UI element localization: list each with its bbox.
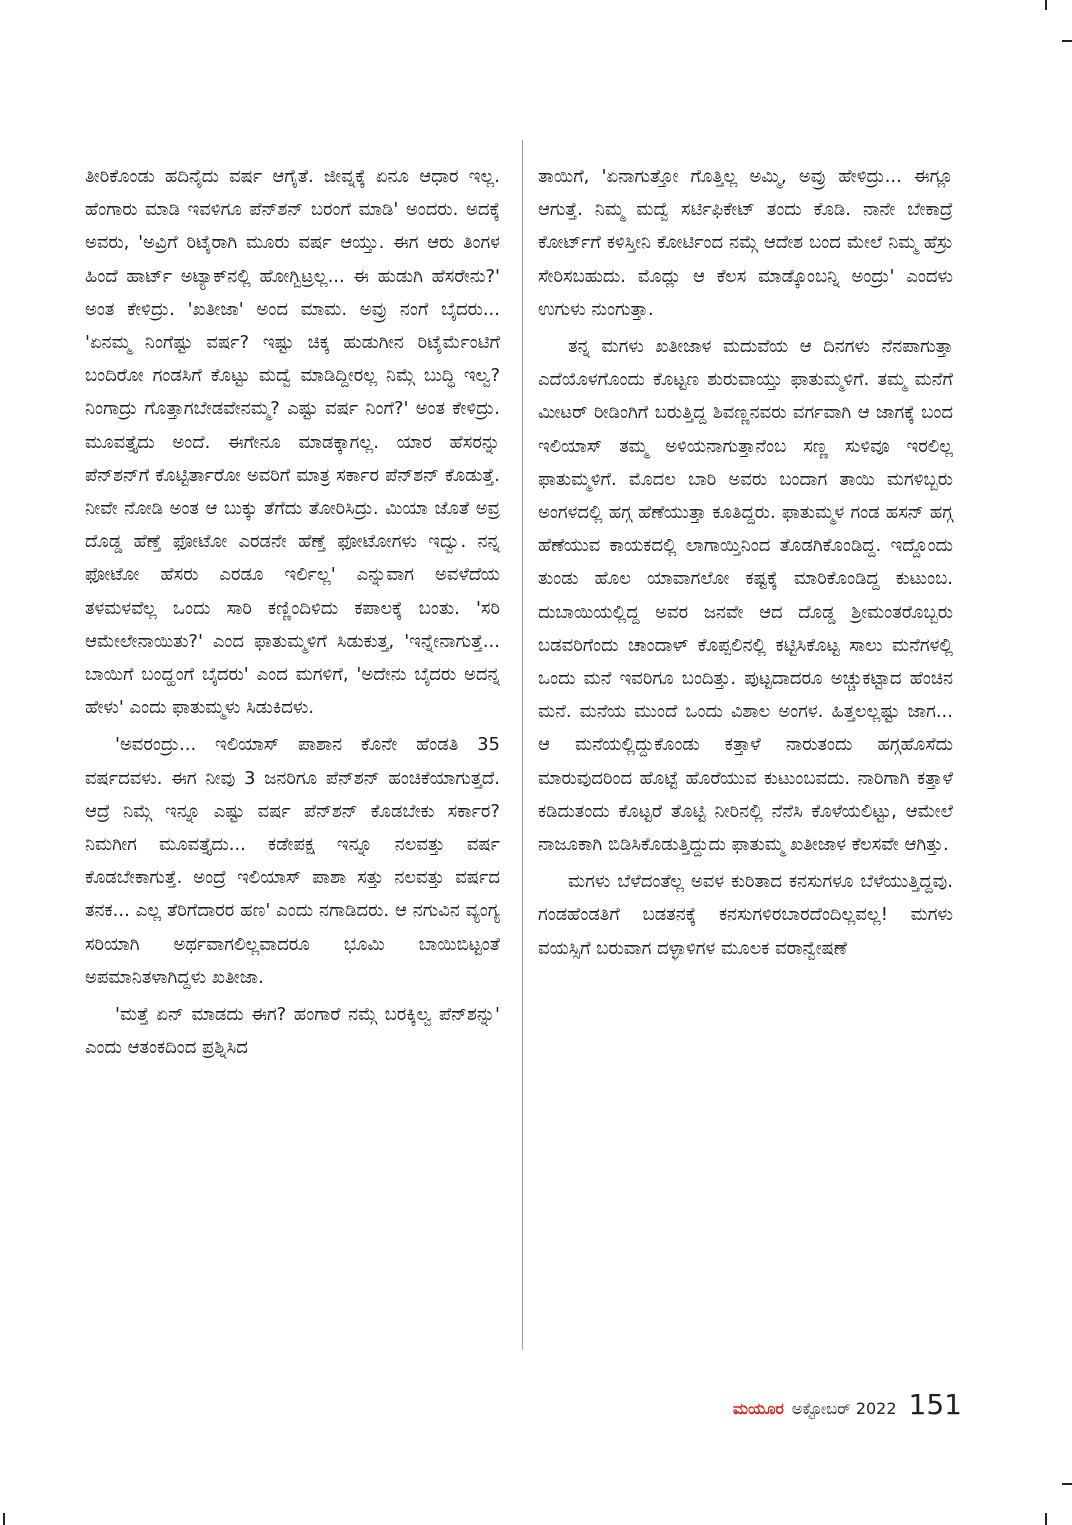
crop-mark-bottom-left: [3, 1513, 5, 1525]
left-paragraph-3: 'ಮತ್ತೆ ಏನ್ ಮಾಡದು ಈಗ? ಹಂಗಾರೆ ನಮ್ಗೆ ಬರಕ್ಕಿಲ್ವ ಪೆನ್‌ಶನ್ನು' ಎಂದು ಆತಂಕದಿಂದ ಪ್ರಶ್ನಿಸಿದ: [85, 1004, 500, 1059]
crop-mark-right-lower: [1062, 1483, 1072, 1485]
right-paragraph-1: ತಾಯಿಗೆ, 'ಏನಾಗುತ್ತೋ ಗೊತ್ತಿಲ್ಲ ಅಮ್ಮಿ, ಅವ್ರು ಹೇಳಿದ್ರು... ಈಗ್ಲೂ ಆಗುತ್ತೆ. ನಿಮ್ಮ ಮದ್ವೆ ಸರ್ಟಿಫಿಕೇಟ್ ತಂದು ಕೊಡಿ. ನಾನೇ ಬೇಕಾದ್ರೆ ಕೋರ್ಟ್‌ಗೆ ಕಳಿಸ್ತೀನಿ ಕೋರ್ಟಿಂದ ನಮ್ಗೆ ಆದೇಶ ಬಂದ ಮೇಲೆ ನಿಮ್ಮ ಹೆಸ್ರು ಸೇರಿಸಬಹುದು. ಮೊದ್ಲು ಆ ಕೆಲಸ ಮಾಡ್ಕೊಂಬನ್ನಿ ಅಂದ್ರು' ಎಂದಳು ಉಗುಳು ನುಂಗುತ್ತಾ.: [538, 166, 953, 320]
left-paragraph-1: ತೀರಿಕೊಂಡು ಹದಿನೈದು ವರ್ಷ ಆಗೈತೆ. ಜೀವ್ನಕ್ಕೆ ಏನೂ ಆಧಾರ ಇಲ್ಲ. ಹೆಂಗಾರು ಮಾಡಿ ಇವಳಿಗೂ ಪೆನ್‌ಶನ್ ಬರಂಗೆ ಮಾಡಿ' ಅಂದರು. ಅದಕ್ಕೆ ಅವರು, 'ಅವ್ರಿಗೆ ರಿಟೈರಾಗಿ ಮೂರು ವರ್ಷ ಆಯ್ತು. ಈಗ ಆರು ತಿಂಗಳ ಹಿಂದೆ ಹಾರ್ಟ್ ಅಟ್ಯಾಕ್‌ನಲ್ಲಿ ಹೋಗ್ಬಿಟ್ರಲ್ಲ... ಈ ಹುಡುಗಿ ಹೆಸರೇನು?' ಅಂತ ಕೇಳಿದ್ರು. 'ಖತೀಜಾ' ಅಂದ ಮಾಮ. ಅವ್ರು ನಂಗೆ ಬೈದರು... 'ಏನಮ್ಮ ನಿಂಗೆಷ್ಟು ವರ್ಷ? ಇಷ್ಟು ಚಿಕ್ಕ ಹುಡುಗೀನ ರಿಟೈರ್ಮೆಂಟಿಗೆ ಬಂದಿರೋ ಗಂಡಸಿಗೆ ಕೊಟ್ಟು ಮದ್ವೆ ಮಾಡಿದ್ದೀರಲ್ಲ ನಿಮ್ಗೆ ಬುದ್ಧಿ ಇಲ್ವ? ನಿಂಗಾದ್ರು ಗೊತ್ತಾಗಬೇಡವೇನಮ್ಮ? ಎಷ್ಟು ವರ್ಷ ನಿಂಗೆ?' ಅಂತ ಕೇಳಿದ್ರು. ಮೂವತ್ತೈದು ಅಂದೆ. ಈಗೇನೂ ಮಾಡಕ್ಕಾಗಲ್ಲ. ಯಾರ ಹೆಸರನ್ನು ಪೆನ್‌ಶನ್‌ಗೆ ಕೊಟ್ಟಿರ್ತಾರೋ ಅವರಿಗೆ ಮಾತ್ರ ಸರ್ಕಾರ ಪೆನ್‌ಶನ್ ಕೊಡುತ್ತೆ. ನೀವೇ ನೋಡಿ ಅಂತ ಆ ಬುಕ್ಕು ತೆಗೆದು ತೋರಿಸಿದ್ರು. ಮಿಯಾ ಜೊತೆ ಅವ್ರ ದೊಡ್ಡ ಹೆಣ್ತೆ ಫೋಟೋ ಎರಡನೇ ಹೆಣ್ತೆ ಫೋಟೋಗಳು ಇದ್ವು. ನನ್ನ ಫೋಟೋ ಹೆಸರು ಎರಡೂ ಇರ್ಲಿಲ್ಲ' ಎನ್ನುವಾಗ ಅವಳೆದೆಯ ತಳಮಳವೆಲ್ಲ ಒಂದು ಸಾರಿ ಕಣ್ಣಿಂದಿಳಿದು ಕಪಾಲಕ್ಕೆ ಬಂತು. 'ಸರಿ ಆಮೇಲೇನಾಯಿತು?' ಎಂದ ಫಾತುಮ್ಮಳಿಗೆ ಸಿಡುಕುತ್ತ, 'ಇನ್ನೇನಾಗುತ್ತೆ... ಬಾಯಿಗೆ ಬಂದ್ಹಂಗೆ ಬೈದರು' ಎಂದ ಮಗಳಿಗೆ, 'ಅದೇನು ಬೈದರು ಅದನ್ನ ಹೇಳು' ಎಂದು ಫಾತುಮ್ಮಳು ಸಿಡುಕಿದಳು.: [85, 166, 500, 719]
right-paragraph-2: ತನ್ನ ಮಗಳು ಖತೀಜಾಳ ಮದುವೆಯ ಆ ದಿನಗಳು ನೆನಪಾಗುತ್ತಾ ಎದೆಯೊಳಗೊಂದು ಕೊಟ್ಟಣ ಶುರುವಾಯ್ತು ಫಾತುಮ್ಮಳಿಗೆ. ತಮ್ಮ ಮನೆಗೆ ಮೀಟರ್ ರೀಡಿಂಗಿಗೆ ಬರುತ್ತಿದ್ದ ಶಿವಣ್ಣನವರು ವರ್ಗವಾಗಿ ಆ ಜಾಗಕ್ಕೆ ಬಂದ ಇಲಿಯಾಸ್ ತಮ್ಮ ಅಳಿಯನಾಗುತ್ತಾನೆಂಬ ಸಣ್ಣ ಸುಳಿವೂ ಇರಲಿಲ್ಲ ಫಾತುಮ್ಮಳಿಗೆ. ಮೊದಲ ಬಾರಿ ಅವರು ಬಂದಾಗ ತಾಯಿ ಮಗಳಿಬ್ಬರು ಅಂಗಳದಲ್ಲಿ ಹಗ್ಗ ಹೆಣೆಯುತ್ತಾ ಕೂತಿದ್ದರು. ಫಾತುಮ್ಮಳ ಗಂಡ ಹಸನ್ ಹಗ್ಗ ಹೆಣೆಯುವ ಕಾಯಕದಲ್ಲಿ ಲಾಗಾಯ್ತಿನಿಂದ ತೊಡಗಿಕೊಂಡಿದ್ದ. ಇದ್ದೊಂದು ತುಂಡು ಹೊಲ ಯಾವಾಗಲೋ ಕಷ್ಟಕ್ಕೆ ಮಾರಿಕೊಂಡಿದ್ದ ಕುಟುಂಬ. ದುಬಾಯಿಯಲ್ಲಿದ್ದ ಅವರ ಜನವೇ ಆದ ದೊಡ್ಡ ಶ್ರೀಮಂತರೊಬ್ಬರು ಬಡವರಿಗೆಂದು ಚಾಂದಾಳ್ ಕೊಪ್ಪಲಿನಲ್ಲಿ ಕಟ್ಟಿಸಿಕೊಟ್ಟ ಸಾಲು ಮನೆಗಳಲ್ಲಿ ಒಂದು ಮನೆ ಇವರಿಗೂ ಬಂದಿತ್ತು. ಪುಟ್ಟದಾದರೂ ಅಚ್ಚುಕಟ್ಟಾದ ಹೆಂಚಿನ ಮನೆ. ಮನೆಯ ಮುಂದೆ ಒಂದು ವಿಶಾಲ ಅಂಗಳ. ಹಿತ್ತಲಲ್ಲಷ್ಟು ಜಾಗ... ಆ ಮನೆಯಲ್ಲಿದ್ದುಕೊಂಡು ಕತ್ತಾಳೆ ನಾರುತಂದು ಹಗ್ಗಹೊಸೆದು ಮಾರುವುದರಿಂದ ಹೊಟ್ಟೆ ಹೊರೆಯುವ ಕುಟುಂಬವದು. ನಾರಿಗಾಗಿ ಕತ್ತಾಳೆ ಕಡಿದುತಂದು ಕೊಟ್ಟರೆ ತೊಟ್ಟಿ ನೀರಿನಲ್ಲಿ ನೆನೆಸಿ ಕೊಳೆಯಲಿಟ್ಟು, ಆಮೇಲೆ ನಾಜೂಕಾಗಿ ಬಿಡಿಸಿಕೊಡುತ್ತಿದ್ದುದು ಫಾತುಮ್ಮ ಖತೀಜಾಳ ಕೆಲಸವೇ ಆಗಿತ್ತು.: [538, 336, 953, 856]
crop-mark-bottom-right: [1045, 1513, 1047, 1525]
page-number: 151: [908, 1388, 962, 1421]
page-footer: [733, 1388, 962, 1421]
issue-date: ಅಕ್ಟೋಬರ್ 2022: [791, 1399, 897, 1418]
left-column: [85, 160, 500, 1064]
left-paragraph-2: 'ಅವರಂದ್ರು... ಇಲಿಯಾಸ್ ಪಾಶಾನ ಕೊನೇ ಹೆಂಡತಿ 35 ವರ್ಷದವಳು. ಈಗ ನೀವು 3 ಜನರಿಗೂ ಪೆನ್‌ಶನ್ ಹಂಚಿಕೆಯಾಗುತ್ತದೆ. ಆದ್ರೆ ನಿಮ್ಗೆ ಇನ್ನೂ ಎಷ್ಟು ವರ್ಷ ಪೆನ್‌ಶನ್ ಕೊಡಬೇಕು ಸರ್ಕಾರ? ನಿಮಗೀಗ ಮೂವತ್ತೈದು... ಕಡೇಪಕ್ಷ ಇನ್ನೂ ನಲವತ್ತು ವರ್ಷ ಕೊಡಬೇಕಾಗುತ್ತೆ. ಅಂದ್ರೆ ಇಲಿಯಾಸ್ ಪಾಶಾ ಸತ್ತು ನಲವತ್ತು ವರ್ಷದ ತನಕ... ಎಲ್ಲ ತೆರಿಗೆದಾರರ ಹಣ' ಎಂದು ನಗಾಡಿದರು. ಆ ನಗುವಿನ ವ್ಯಂಗ್ಯ ಸರಿಯಾಗಿ ಅರ್ಥವಾಗಲಿಲ್ಲವಾದರೂ ಭೂಮಿ ಬಾಯಿಬಿಟ್ಟಂತೆ ಅಪಮಾನಿತಳಾಗಿದ್ದಳು ಖತೀಜಾ.: [85, 734, 500, 988]
crop-mark-top-right: [1045, 0, 1047, 10]
right-column: [538, 160, 953, 965]
right-paragraph-3: ಮಗಳು ಬೆಳೆದಂತೆಲ್ಲ ಅವಳ ಕುರಿತಾದ ಕನಸುಗಳೂ ಬೆಳೆಯುತ್ತಿದ್ದವು. ಗಂಡಹೆಂಡತಿಗೆ ಬಡತನಕ್ಕೆ ಕನಸುಗಳಿರಬಾರದೆಂದಿಲ್ಲವಲ್ಲ! ಮಗಳು ವಯಸ್ಸಿಗೆ ಬರುವಾಗ ದಳ್ಳಾಳಿಗಳ ಮೂಲಕ ವರಾನ್ವೇಷಣೆ: [538, 871, 953, 959]
column-divider: [522, 140, 523, 1350]
magazine-name: ಮಯೂರ: [732, 1399, 784, 1418]
crop-mark-right-upper: [1062, 40, 1072, 42]
